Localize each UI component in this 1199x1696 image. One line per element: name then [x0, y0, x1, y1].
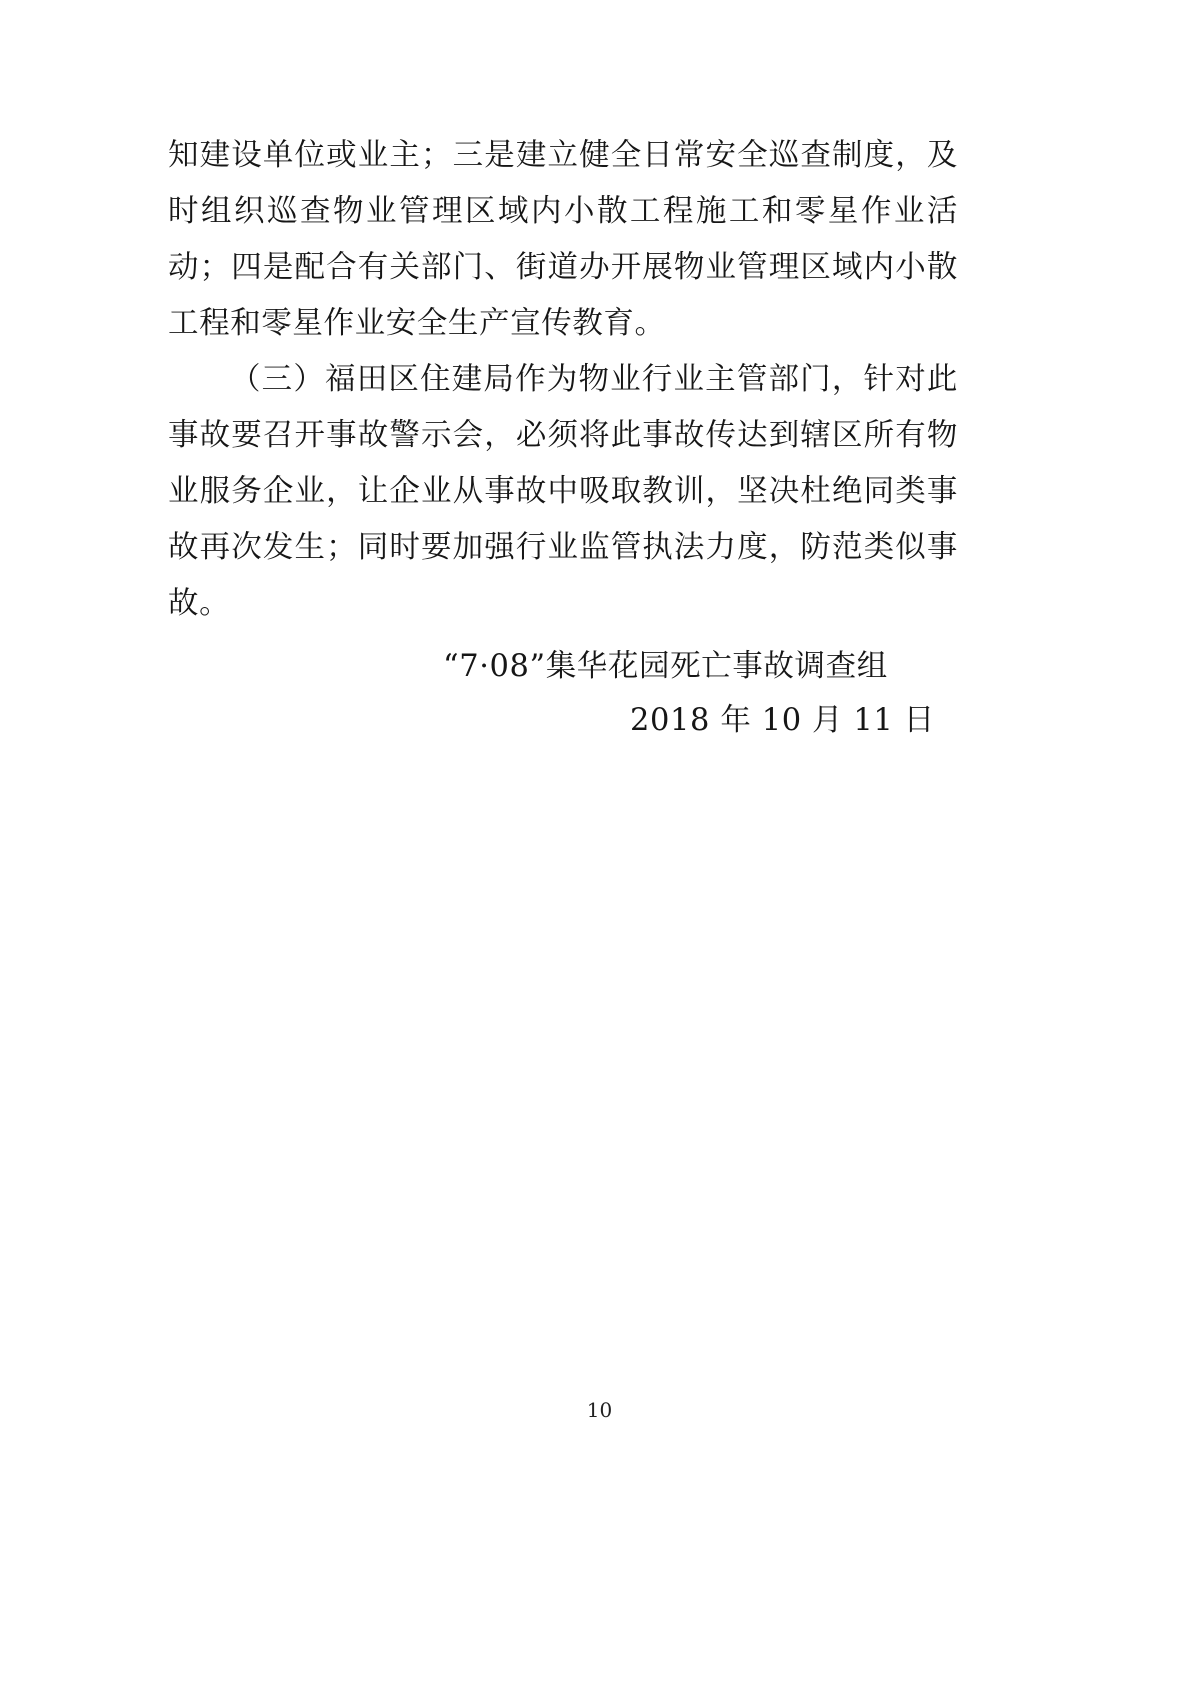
- signature-date: 2018 年 10 月 11 日: [630, 703, 935, 738]
- page-number: 10: [586, 1398, 613, 1422]
- paragraph-continuation: 知建设单位或业主；三是建立健全日常安全巡查制度，及时组织巡查物业管理区域内小散工程施工和零星作业活动；四是配合有关部门、街道办开展物业管理区域内小散工程和零星作业安全生产宣传教育。: [168, 138, 958, 341]
- signature-organization: “7·08”集华花园死亡事故调查组: [443, 649, 888, 684]
- document-body: [168, 128, 958, 632]
- paragraph-item-three: （三）福田区住建局作为物业行业主管部门，针对此事故要召开事故警示会，必须将此事故传达到辖区所有物业服务企业，让企业从事故中吸取教训，坚决杜绝同类事故再次发生；同时要加强行业监管执法力度，防范类似事故。: [168, 362, 958, 621]
- signature-block: [168, 640, 958, 748]
